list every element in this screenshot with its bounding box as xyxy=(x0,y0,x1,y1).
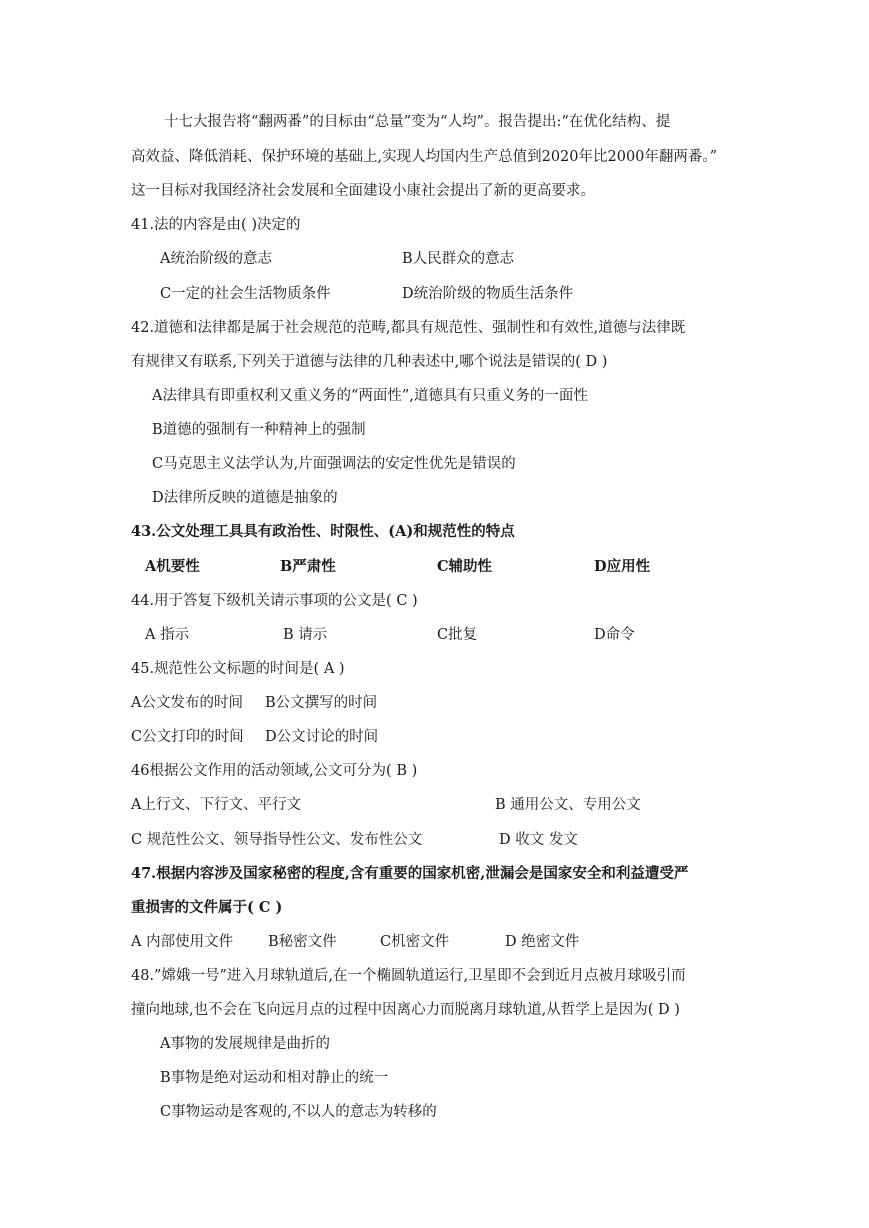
q47-stem-line-2: 重损害的文件属于( C ) xyxy=(131,899,283,916)
q41-option-a: A统治阶级的意志 xyxy=(160,251,272,267)
q43-option-c: C辅助性 xyxy=(437,558,493,575)
q48-option-c: C事物运动是客观的,不以人的意志为转移的 xyxy=(160,1104,437,1120)
q46-option-b: B 通用公文、专用公文 xyxy=(495,797,641,813)
q43-option-b: B严肃性 xyxy=(280,558,336,575)
q41-stem: 41.法的内容是由( )决定的 xyxy=(131,217,301,233)
q44-option-a: A 指示 xyxy=(145,627,190,643)
q47-option-b: B秘密文件 xyxy=(268,934,337,950)
q41-option-b: B人民群众的意志 xyxy=(402,251,515,267)
q45-stem: 45.规范性公文标题的时间是( A ) xyxy=(131,661,345,677)
q45-option-a: A公文发布的时间 xyxy=(131,695,243,711)
q47-stem-line-1: 47.根据内容涉及国家秘密的程度,含有重要的国家机密,泄漏会是国家安全和利益遭受严 xyxy=(131,865,689,882)
q47-option-a: A 内部使用文件 xyxy=(131,934,234,950)
q43-stem: 43.公文处理工具具有政治性、时限性、(A)和规范性的特点 xyxy=(131,523,515,540)
q42-option-a: A法律具有即重权利又重义务的“两面性”,道德具有只重义务的一面性 xyxy=(152,388,588,404)
q41-option-c: C一定的社会生活物质条件 xyxy=(160,286,331,302)
q42-stem-line-2: 有规律又有联系,下列关于道德与法律的几种表述中,哪个说法是错误的( D ) xyxy=(131,354,608,370)
q42-option-c: C马克思主义法学认为,片面强调法的安定性优先是错误的 xyxy=(152,456,516,472)
intro-line-2: 高效益、降低消耗、保护环境的基础上,实现人均国内生产总值到2020年比2000年翻两番。” xyxy=(131,149,718,165)
q46-option-d: D 收文 发文 xyxy=(499,832,578,848)
q44-option-b: B 请示 xyxy=(283,627,328,643)
q44-stem: 44.用于答复下级机关请示事项的公文是( C ) xyxy=(131,593,418,609)
q47-option-c: C机密文件 xyxy=(380,934,450,950)
q46-stem: 46根据公文作用的活动领域,公文可分为( B ) xyxy=(131,763,418,779)
q44-option-c: C批复 xyxy=(437,627,478,643)
q48-stem-line-2: 撞向地球,也不会在飞向远月点的过程中因离心力而脱离月球轨道,从哲学上是因为( D ) xyxy=(131,1002,680,1018)
q47-option-d: D 绝密文件 xyxy=(505,934,580,950)
q45-option-c: C公文打印的时间 xyxy=(131,729,244,745)
q48-option-a: A事物的发展规律是曲折的 xyxy=(160,1036,330,1052)
q41-option-d: D统治阶级的物质生活条件 xyxy=(402,286,574,302)
q48-option-b: B事物是绝对运动和相对静止的统一 xyxy=(160,1070,389,1086)
q45-option-d: D公文讨论的时间 xyxy=(265,729,379,745)
q44-option-d: D命令 xyxy=(594,627,635,643)
q45-option-b: B公文撰写的时间 xyxy=(265,695,378,711)
q42-stem-line-1: 42.道德和法律都是属于社会规范的范畴,都具有规范性、强制性和有效性,道德与法律既 xyxy=(131,320,686,336)
q43-option-a: A机要性 xyxy=(145,558,200,575)
q46-option-a: A上行文、下行文、平行文 xyxy=(131,797,301,813)
q46-option-c: C 规范性公文、领导指导性公文、发布性公文 xyxy=(131,832,423,848)
q42-option-b: B道德的强制有一种精神上的强制 xyxy=(152,422,366,438)
q42-option-d: D法律所反映的道德是抽象的 xyxy=(152,490,338,506)
intro-line-1: 十七大报告将“翻两番”的目标由“总量”变为“人均”。报告提出:“在优化结构、提 xyxy=(164,114,671,130)
q43-option-d: D应用性 xyxy=(594,558,651,575)
intro-line-3: 这一目标对我国经济社会发展和全面建设小康社会提出了新的更高要求。 xyxy=(131,183,595,199)
q48-stem-line-1: 48.”嫦娥一号”进入月球轨道后,在一个椭圆轨道运行,卫星即不会到近月点被月球吸引而 xyxy=(131,968,686,984)
